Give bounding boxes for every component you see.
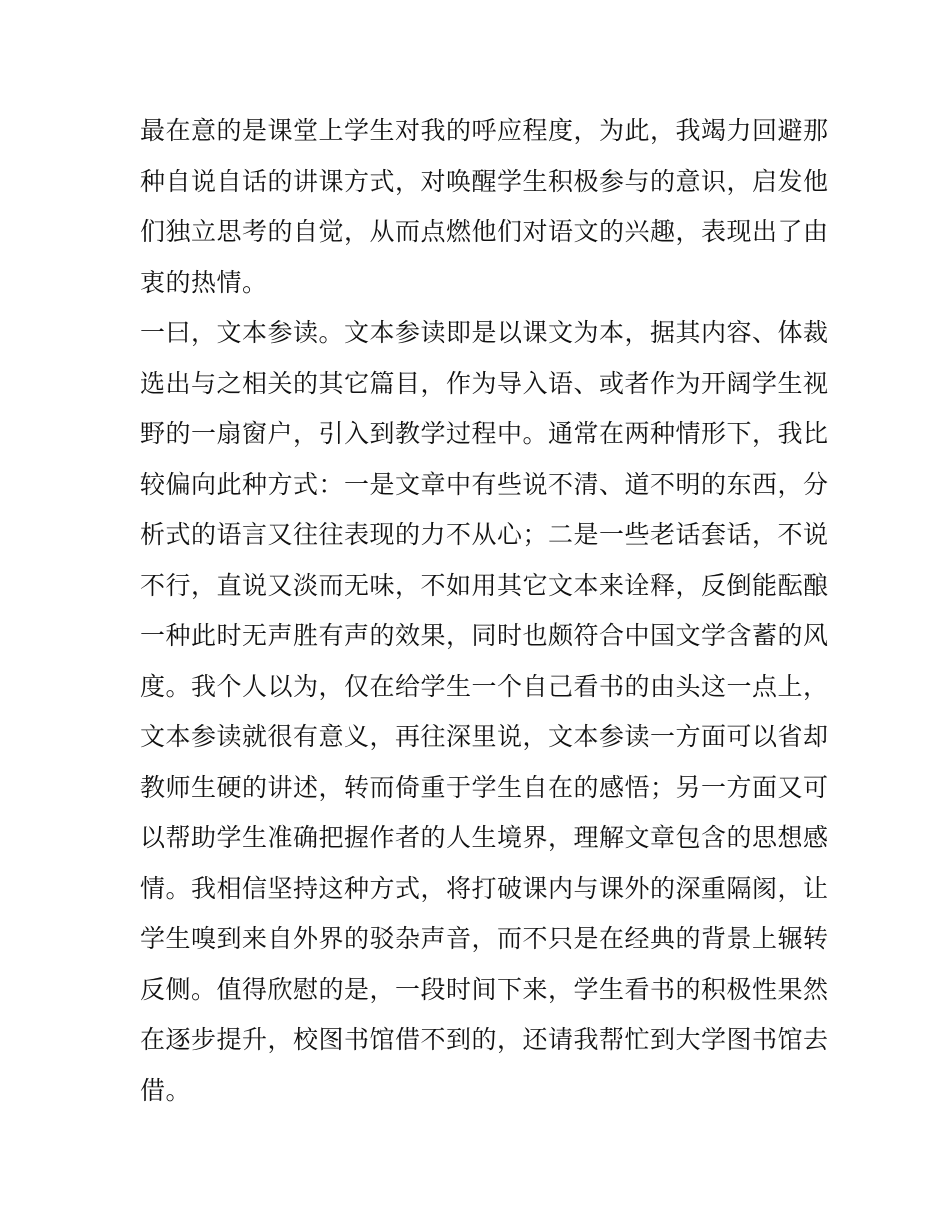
text-line: 较偏向此种方式：一是文章中有些说不清、道不明的东西，分 [140, 469, 829, 499]
text-line: 种自说自话的讲课方式，对唤醒学生积极参与的意识，启发他 [140, 166, 829, 196]
text-line: 衷的热情。 [140, 267, 268, 297]
text-line: 反侧。值得欣慰的是，一段时间下来，学生看书的积极性果然 [140, 974, 829, 1004]
text-line: 借。 [140, 1075, 192, 1105]
text-line: 不行，直说又淡而无味，不如用其它文本来诠释，反倒能酝酿 [140, 570, 829, 600]
text-line: 文本参读就很有意义，再往深里说，文本参读一方面可以省却 [140, 722, 829, 751]
text-line: 度。我个人以为，仅在给学生一个自己看书的由头这一点上， [140, 671, 829, 701]
body-text [140, 106, 829, 1116]
text-line: 野的一扇窗户，引入到教学过程中。通常在两种情形下，我比 [140, 419, 829, 448]
text-line: 们独立思考的自觉，从而点燃他们对语文的兴趣，表现出了由 [140, 217, 829, 246]
text-line: 一种此时无声胜有声的效果，同时也颇符合中国文学含蓄的风 [140, 621, 829, 650]
text-line: 在逐步提升，校图书馆借不到的，还请我帮忙到大学图书馆去 [140, 1025, 829, 1054]
text-line: 以帮助学生准确把握作者的人生境界，理解文章包含的思想感 [140, 823, 829, 852]
text-line: 一曰，文本参读。文本参读即是以课文为本，据其内容、体裁 [140, 318, 829, 347]
text-line: 学生嗅到来自外界的驳杂声音，而不只是在经典的背景上辗转 [140, 924, 829, 953]
text-line: 最在意的是课堂上学生对我的呼应程度，为此，我竭力回避那 [140, 116, 829, 145]
text-line: 教师生硬的讲述，转而倚重于学生自在的感悟；另一方面又可 [140, 772, 829, 802]
text-line: 选出与之相关的其它篇目，作为导入语、或者作为开阔学生视 [140, 368, 829, 398]
text-line: 析式的语言又往往表现的力不从心；二是一些老话套话，不说 [140, 520, 829, 549]
text-line: 情。我相信坚持这种方式，将打破课内与课外的深重隔阂，让 [140, 873, 829, 903]
